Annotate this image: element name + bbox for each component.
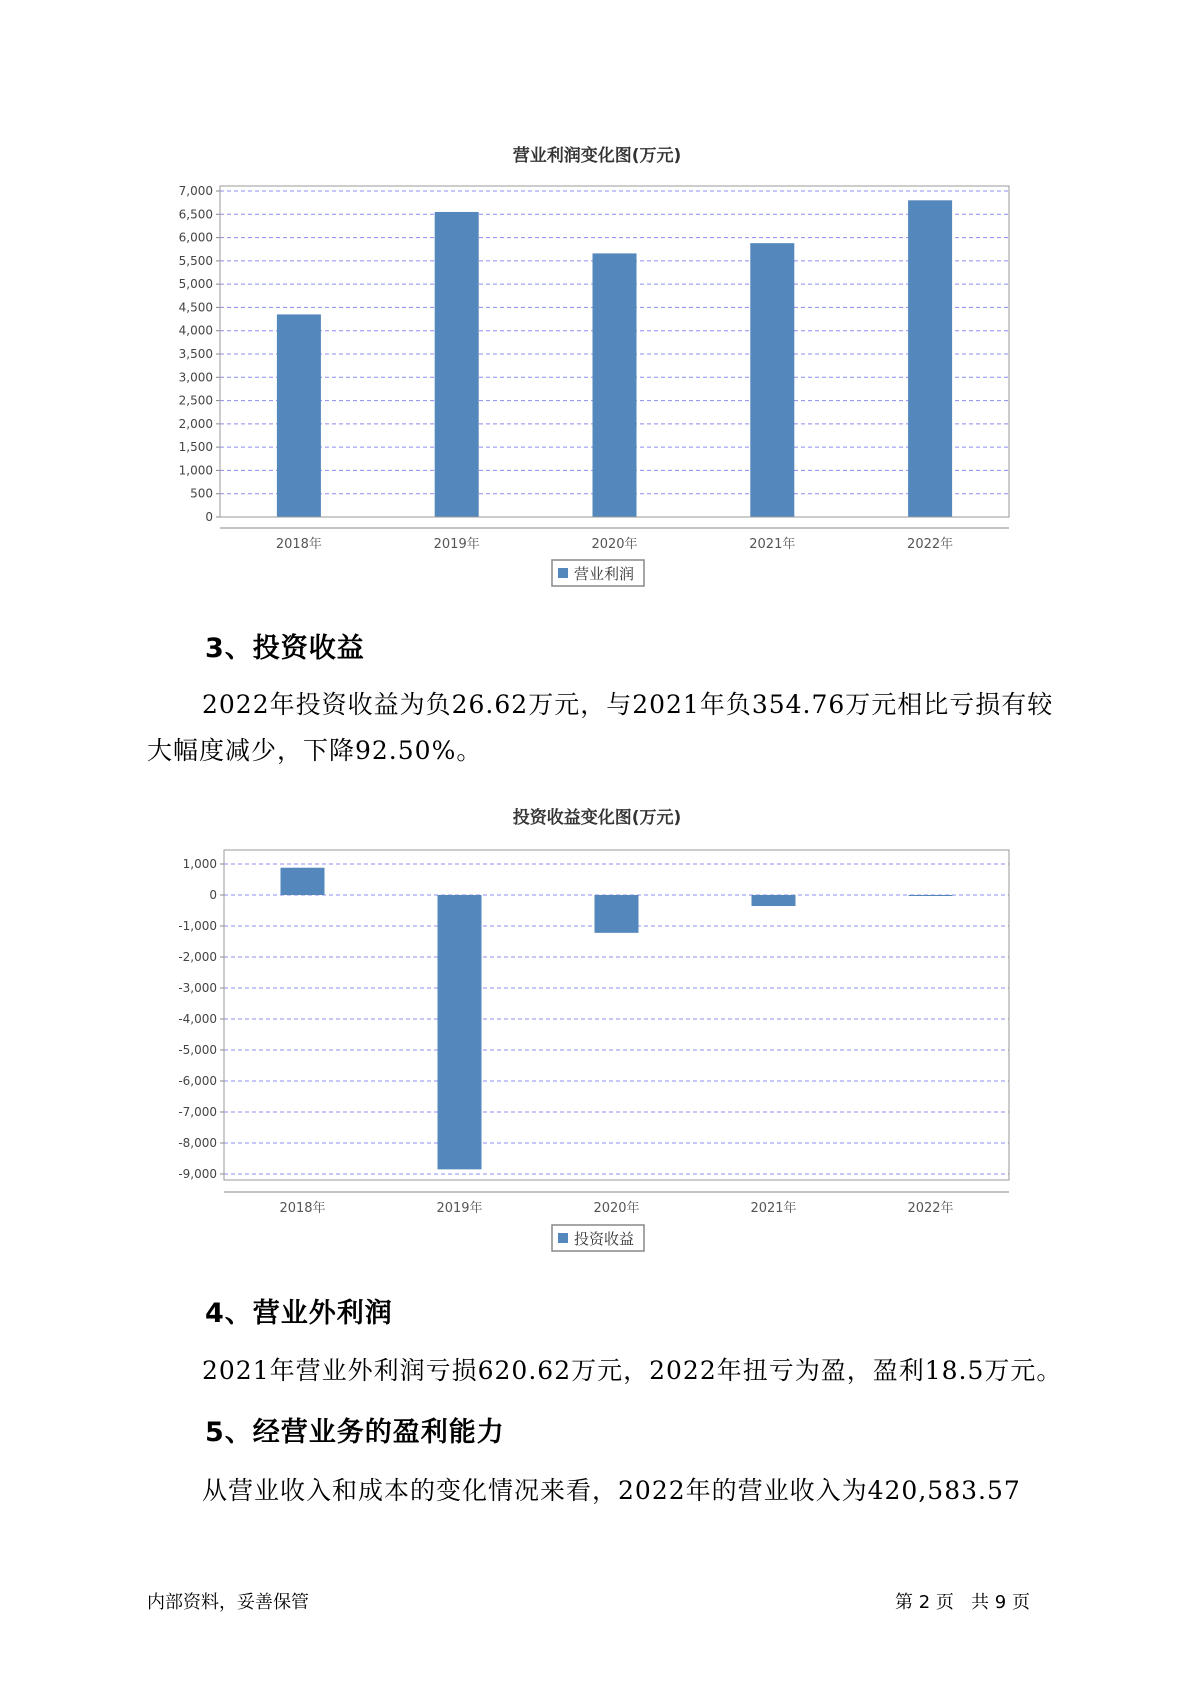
- chart-legend: [552, 1225, 644, 1251]
- y-tick-label: 4,000: [178, 323, 213, 338]
- x-tick-label: 2018年: [275, 537, 322, 552]
- section-3-heading: 3、投资收益: [205, 633, 365, 664]
- y-tick-label: -2,000: [178, 950, 217, 964]
- x-tick-label: 2018年: [279, 1201, 326, 1216]
- y-tick-label: 6,000: [178, 230, 213, 245]
- section-3-line-1: 2022年投资收益为负26.62万元，与2021年负354.76万元相比亏损有较: [202, 690, 1054, 719]
- section-5-heading: 5、经营业务的盈利能力: [205, 1417, 505, 1448]
- y-tick-label: 1,000: [182, 857, 217, 871]
- y-tick-label: 7,000: [178, 184, 213, 198]
- bar-2021年: [752, 895, 796, 906]
- y-tick-label: -7,000: [178, 1105, 217, 1119]
- y-tick-label: 5,000: [178, 277, 213, 292]
- bar-2022年: [909, 895, 953, 896]
- bar-2018年: [281, 868, 325, 895]
- y-tick-label: 3,500: [178, 347, 213, 361]
- x-tick-label: 2020年: [591, 537, 638, 552]
- y-tick-label: 3,000: [178, 370, 213, 385]
- x-tick-label: 2020年: [593, 1201, 640, 1216]
- bar-2019年: [438, 895, 482, 1169]
- y-tick-label: -5,000: [178, 1043, 217, 1057]
- chart-title: 投资收益变化图(万元): [512, 808, 682, 828]
- y-tick-label: -8,000: [178, 1136, 217, 1150]
- footer-page-number: 第 2 页 共 9 页: [895, 1592, 1030, 1613]
- y-tick-label: 4,500: [178, 300, 213, 315]
- footer-confidential-note: 内部资料，妥善保管: [147, 1592, 309, 1613]
- y-tick-label: 6,500: [178, 207, 213, 222]
- y-tick-label: -3,000: [178, 981, 217, 995]
- x-tick-label: 2019年: [433, 537, 480, 552]
- y-tick-label: 500: [190, 486, 213, 501]
- y-tick-label: -9,000: [178, 1167, 217, 1181]
- x-tick-label: 2021年: [749, 537, 796, 552]
- section-4-heading: 4、营业外利润: [205, 1298, 393, 1329]
- x-tick-label: 2022年: [907, 537, 954, 552]
- y-tick-label: 2,500: [178, 393, 213, 408]
- section-4-line: 2021年营业外利润亏损620.62万元，2022年扭亏为盈，盈利18.5万元。: [202, 1356, 1063, 1385]
- section-5-line: 从营业收入和成本的变化情况来看，2022年的营业收入为420,583.57: [202, 1476, 1021, 1505]
- legend-swatch: [558, 1233, 568, 1243]
- y-tick-label: -1,000: [178, 919, 217, 933]
- legend-label: 营业利润: [574, 565, 635, 583]
- chart-title: 营业利润变化图(万元): [512, 146, 682, 166]
- section-3-line-2: 大幅度减少，下降92.50%。: [147, 736, 483, 765]
- legend-label: 投资收益: [574, 1230, 635, 1248]
- y-tick-label: -6,000: [178, 1074, 217, 1088]
- bar-2020年: [595, 895, 639, 933]
- y-tick-label: 0: [209, 888, 217, 902]
- y-tick-label: 1,000: [178, 463, 213, 478]
- y-tick-label: 1,500: [178, 440, 213, 455]
- y-tick-label: 2,000: [178, 416, 213, 431]
- y-tick-label: 0: [205, 510, 213, 524]
- x-tick-label: 2022年: [907, 1201, 954, 1216]
- x-tick-label: 2019年: [436, 1201, 483, 1216]
- x-tick-label: 2021年: [750, 1201, 797, 1216]
- y-tick-label: -4,000: [178, 1012, 217, 1026]
- y-tick-label: 5,500: [178, 253, 213, 268]
